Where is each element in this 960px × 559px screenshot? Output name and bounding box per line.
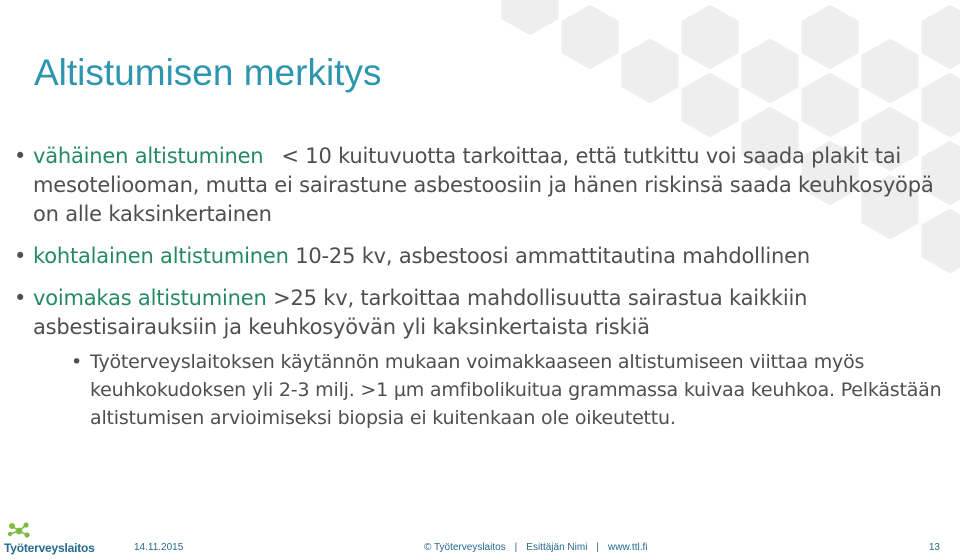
slide-footer: [0, 523, 960, 559]
page-number: 13: [928, 542, 940, 553]
footer-organization: © Työterveyslaitos: [424, 542, 506, 553]
bullet-item-low-exposure: [14, 142, 944, 229]
bullet-icon: •: [14, 144, 27, 168]
footer-date: 14.11.2015: [134, 542, 184, 553]
bullet-item-heavy-exposure: [14, 284, 944, 432]
footer-separator: |: [596, 542, 600, 553]
bullet-text: < 10 kuituvuotta tarkoittaa, että tutkittu voi saada plakit tai mesoteliooman, mutta ei sairastune asbestoosiin ja hänen riskinsä saada keuhkosyöpä on alle kaksinkertainen: [33, 144, 934, 226]
bullet-term: voimakas altistuminen: [33, 286, 267, 310]
footer-separator: |: [514, 542, 518, 553]
bullet-icon: •: [14, 286, 27, 310]
sub-bullet-text: Työterveyslaitoksen käytännön mukaan voimakkaaseen altistumiseen viittaa myös keuhkokudoksen yli 2-3 milj. >1 µm amfibolikuitua grammassa kuivaa keuhkoa. Pelkästään altistumisen arvioimiseksi biopsia ei kuitenkaan ole oikeutettu.: [90, 351, 942, 429]
bullet-list: [14, 142, 944, 445]
logo-text: Työterveyslaitos: [4, 541, 95, 555]
bullet-text: 10-25 kv, asbestoosi ammattitautina mahdollinen: [295, 244, 810, 268]
footer-website-link[interactable]: www.ttl.fi: [608, 542, 648, 553]
footer-presenter: Esittäjän Nimi: [526, 542, 588, 553]
sub-bullet-icon: •: [71, 351, 83, 373]
bullet-item-moderate-exposure: [14, 242, 944, 271]
bullet-text: >25 kv, tarkoittaa mahdollisuutta sairastua kaikkiin asbestisairauksiin ja keuhkosyövän yli kaksinkertaista riskiä: [33, 286, 808, 339]
page-title: Altistumisen merkitys: [34, 52, 382, 93]
sub-bullet-item: [71, 348, 944, 432]
footer-info: [424, 542, 647, 553]
bullet-term: kohtalainen altistuminen: [33, 244, 289, 268]
bullet-icon: •: [14, 244, 27, 268]
bullet-term: vähäinen altistuminen: [33, 144, 264, 168]
